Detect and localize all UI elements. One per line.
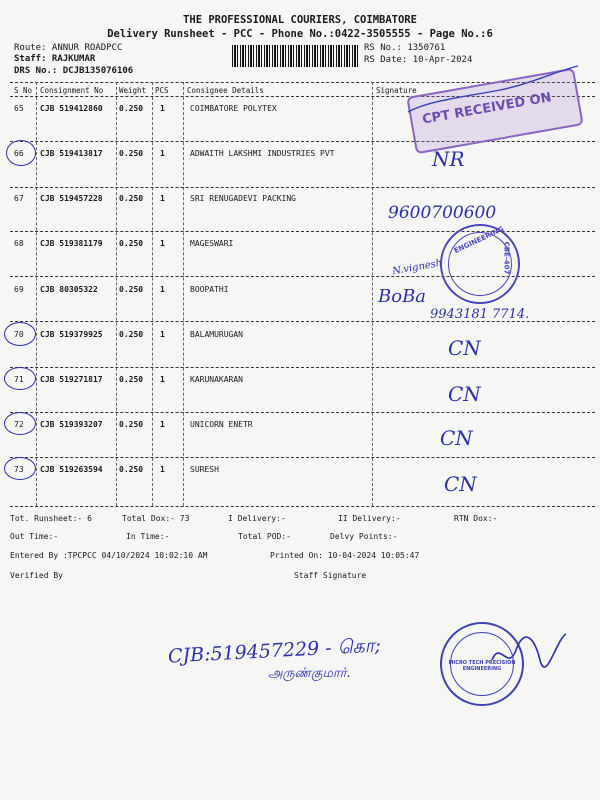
table-row-weight: 0.250 — [119, 465, 144, 474]
drs-label: DRS No.: DCJB135076106 — [14, 66, 134, 76]
col-header-consignee: Consignee Details — [187, 86, 264, 95]
staff-signature: Staff Signature — [294, 571, 367, 580]
signature-r72: CN — [440, 426, 473, 450]
table-row-consignee: COIMBATORE POLYTEX — [190, 104, 277, 113]
table-row-consignment: CJB 519263594 — [40, 465, 103, 474]
signature-r69-name: BoBa — [378, 286, 427, 307]
table-row-consignee: MAGESWARI — [190, 239, 234, 248]
table-row-weight: 0.250 — [119, 149, 144, 158]
total-dox: Total Dox:- 73 — [122, 514, 190, 523]
total-pod: Total POD:- — [238, 532, 291, 541]
route-label: Route: ANNUR ROADPCC — [14, 43, 123, 53]
stamp-code: CBE-407 — [502, 241, 511, 275]
out-time: Out Time:- — [10, 532, 59, 541]
ii-delivery: II Delivery:- — [338, 514, 401, 523]
table-row-consignee: KARUNAKARAN — [190, 375, 243, 384]
stamp-ring-text: ENGINEERING — [452, 224, 506, 256]
table-row-weight: 0.250 — [119, 104, 144, 113]
i-delivery: I Delivery:- — [228, 514, 286, 523]
table-row-weight: 0.250 — [119, 285, 144, 294]
col-header-signature: Signature — [376, 86, 417, 95]
col-header-pcs: PCS — [155, 86, 169, 95]
table-row-pcs: 1 — [160, 104, 165, 113]
rtn-dox: RTN Dox:- — [454, 514, 498, 523]
table-row-consignment: CJB 519271817 — [40, 375, 103, 384]
col-header-weight: Weight — [119, 86, 147, 95]
table-row-consignee: SRI RENUGADEVI PACKING — [190, 194, 296, 203]
signature-r68: N.vignesh — [391, 257, 444, 278]
table-row-consignment: CJB 80305322 — [40, 285, 98, 294]
tot-runsheet: Tot. Runsheet:- 6 — [10, 514, 92, 523]
col-header-consignment: Consignment No — [40, 86, 104, 95]
received-stamp-text: CPT RECEIVED ON — [421, 90, 553, 128]
table-row-consignee: SURESH — [190, 465, 219, 474]
table-row-pcs: 1 — [160, 285, 165, 294]
table-row-weight: 0.250 — [119, 239, 144, 248]
table-row-sno: 65 — [14, 104, 24, 113]
table-row-weight: 0.250 — [119, 194, 144, 203]
table-row-sno: 67 — [14, 194, 24, 203]
table-row-consignee: BOOPATHI — [190, 285, 229, 294]
table-row-consignment: CJB 519413817 — [40, 149, 103, 158]
table-row-consignee: ADWAITH LAKSHMI INDUSTRIES PVT — [190, 149, 335, 158]
runsheet-subtitle: Delivery Runsheet - PCC - Phone No.:0422-3505555 - Page No.:6 — [107, 28, 493, 40]
table-row-pcs: 1 — [160, 239, 165, 248]
table-row-sno: 68 — [14, 239, 24, 248]
table-row-consignee: UNICORN ENETR — [190, 420, 253, 429]
signature-r70: CN — [448, 336, 481, 360]
table-row-weight: 0.250 — [119, 375, 144, 384]
rs-date: RS Date: 10-Apr-2024 — [364, 55, 473, 65]
table-row-pcs: 1 — [160, 194, 165, 203]
table-row-sno: 71 — [14, 375, 24, 384]
signature-r73: CN — [444, 472, 477, 496]
table-row-sno: 69 — [14, 285, 24, 294]
table-row-consignment: CJB 519457228 — [40, 194, 103, 203]
table-row-pcs: 1 — [160, 420, 165, 429]
table-row-consignment: CJB 519412860 — [40, 104, 103, 113]
table-row-consignment: CJB 519393207 — [40, 420, 103, 429]
table-row-pcs: 1 — [160, 375, 165, 384]
delvy-points: Delvy Points:- — [330, 532, 398, 541]
table-row-weight: 0.250 — [119, 330, 144, 339]
signature-r69-phone: 9943181 7714. — [430, 307, 530, 322]
handwritten-consignment-note: CJB:519457229 - கொ; — [167, 634, 382, 668]
signature-r71: CN — [448, 382, 481, 406]
table-row-sno: 66 — [14, 149, 24, 158]
col-header-sno: S No — [14, 86, 33, 95]
table-row-pcs: 1 — [160, 465, 165, 474]
table-row-sno: 72 — [14, 420, 24, 429]
table-row-pcs: 1 — [160, 149, 165, 158]
table-row-consignment: CJB 519379925 — [40, 330, 103, 339]
table-row-sno: 73 — [14, 465, 24, 474]
entered-by: Entered By :TPCPCC 04/10/2024 10:02:10 AM — [10, 551, 208, 560]
table-row-consignment: CJB 519381179 — [40, 239, 103, 248]
table-row-weight: 0.250 — [119, 420, 144, 429]
stamp-ring-text: MICRO TECH PRECISION ENGINEERING — [448, 660, 516, 672]
table-row-consignee: BALAMURUGAN — [190, 330, 243, 339]
in-time: In Time:- — [126, 532, 170, 541]
signature-r67: 9600700600 — [388, 203, 497, 223]
signature-r66: NR — [432, 147, 465, 171]
rs-number: RS No.: 1350761 — [364, 43, 446, 53]
printed-on: Printed On: 10-04-2024 10:05:47 — [270, 551, 420, 560]
company-title: THE PROFESSIONAL COURIERS, COIMBATORE — [183, 14, 417, 26]
table-row-sno: 70 — [14, 330, 24, 339]
staff-label: Staff: RAJKUMAR — [14, 54, 96, 64]
handwritten-name-note: அருண்குமார். — [268, 666, 351, 681]
table-row-pcs: 1 — [160, 330, 165, 339]
verified-by: Verified By — [10, 571, 63, 580]
